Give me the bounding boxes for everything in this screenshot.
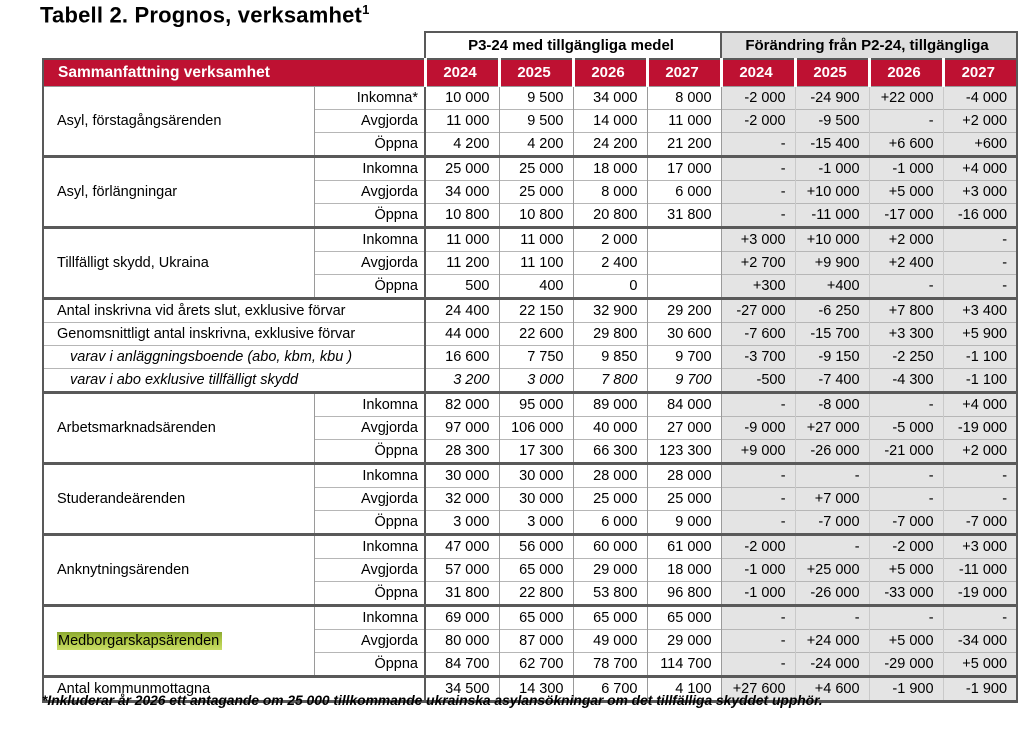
diff-cell: - xyxy=(721,606,795,630)
row-label-text: varav i anläggningsboende (abo, kbm, kbu ) xyxy=(70,349,353,365)
value-cell: 30 000 xyxy=(499,488,573,511)
value-cell: 4 200 xyxy=(425,133,499,157)
diff-cell: - xyxy=(721,204,795,228)
table-head xyxy=(43,32,1017,87)
diff-cell: -7 400 xyxy=(795,369,869,393)
value-cell: 11 000 xyxy=(425,228,499,252)
section-label-text: Tillfälligt skydd, Ukraina xyxy=(57,255,209,271)
diff-cell: - xyxy=(943,252,1017,275)
row-sublabel: Öppna xyxy=(314,653,425,677)
value-cell: 25 000 xyxy=(647,488,721,511)
diff-cell: -34 000 xyxy=(943,630,1017,653)
value-cell: 22 150 xyxy=(499,299,573,323)
group-header-left: P3-24 med tillgängliga medel xyxy=(425,32,721,59)
value-cell: 3 000 xyxy=(499,511,573,535)
value-cell: 4 200 xyxy=(499,133,573,157)
value-cell: 21 200 xyxy=(647,133,721,157)
diff-cell: -7 000 xyxy=(943,511,1017,535)
diff-cell: -7 000 xyxy=(795,511,869,535)
value-cell: 78 700 xyxy=(573,653,647,677)
table-title-text: Tabell 2. Prognos, verksamhet xyxy=(40,2,363,28)
table-row xyxy=(43,346,1017,369)
row-sublabel: Inkomna xyxy=(314,157,425,181)
diff-cell: -2 000 xyxy=(721,87,795,110)
group-header-right: Förändring från P2-24, tillgängliga xyxy=(721,32,1017,59)
table-title xyxy=(40,2,370,28)
diff-cell: +2 000 xyxy=(943,440,1017,464)
diff-cell: - xyxy=(869,464,943,488)
value-cell: 9 700 xyxy=(647,346,721,369)
diff-cell: -3 700 xyxy=(721,346,795,369)
diff-cell: +6 600 xyxy=(869,133,943,157)
diff-cell: -1 000 xyxy=(795,157,869,181)
diff-cell: +3 000 xyxy=(943,181,1017,204)
value-cell: 9 850 xyxy=(573,346,647,369)
diff-cell: -9 150 xyxy=(795,346,869,369)
diff-cell: -19 000 xyxy=(943,417,1017,440)
row-sublabel: Avgjorda xyxy=(314,110,425,133)
diff-cell: +400 xyxy=(795,275,869,299)
value-cell: 25 000 xyxy=(499,181,573,204)
row-sublabel: Avgjorda xyxy=(314,417,425,440)
diff-cell: - xyxy=(721,181,795,204)
value-cell: 34 500 xyxy=(425,677,499,702)
table-row xyxy=(43,606,1017,630)
value-cell: 11 200 xyxy=(425,252,499,275)
value-cell: 84 000 xyxy=(647,393,721,417)
value-cell: 84 700 xyxy=(425,653,499,677)
diff-cell: - xyxy=(795,606,869,630)
value-cell: 89 000 xyxy=(573,393,647,417)
row-sublabel: Avgjorda xyxy=(314,181,425,204)
diff-cell: -7 000 xyxy=(869,511,943,535)
value-cell: 32 000 xyxy=(425,488,499,511)
diff-cell: +27 000 xyxy=(795,417,869,440)
row-label xyxy=(43,346,425,369)
diff-cell: -8 000 xyxy=(795,393,869,417)
diff-cell: +7 000 xyxy=(795,488,869,511)
diff-cell: - xyxy=(869,488,943,511)
row-label-text: Antal kommunmottagna xyxy=(57,681,211,697)
row-sublabel: Inkomna xyxy=(314,393,425,417)
value-cell: 25 000 xyxy=(573,488,647,511)
value-cell: 10 800 xyxy=(425,204,499,228)
table-row xyxy=(43,323,1017,346)
section-label xyxy=(43,606,314,677)
row-label xyxy=(43,299,425,323)
diff-cell: - xyxy=(795,535,869,559)
value-cell: 17 000 xyxy=(647,157,721,181)
value-cell: 69 000 xyxy=(425,606,499,630)
value-cell: 32 900 xyxy=(573,299,647,323)
value-cell: 10 800 xyxy=(499,204,573,228)
table-row xyxy=(43,299,1017,323)
value-cell: 7 750 xyxy=(499,346,573,369)
table-row xyxy=(43,87,1017,110)
section-label-text: Arbetsmarknadsärenden xyxy=(57,420,216,436)
year-header-diff-2025: 2025 xyxy=(795,59,869,87)
value-cell: 18 000 xyxy=(573,157,647,181)
diff-cell: - xyxy=(943,228,1017,252)
year-header-p3-2024: 2024 xyxy=(425,59,499,87)
diff-cell: -1 000 xyxy=(721,582,795,606)
row-sublabel: Inkomna xyxy=(314,464,425,488)
table-row xyxy=(43,393,1017,417)
diff-cell: - xyxy=(721,488,795,511)
row-sublabel: Öppna xyxy=(314,582,425,606)
diff-cell: -5 000 xyxy=(869,417,943,440)
value-cell: 80 000 xyxy=(425,630,499,653)
diff-cell: -4 000 xyxy=(943,87,1017,110)
value-cell: 8 000 xyxy=(573,181,647,204)
diff-cell: - xyxy=(943,275,1017,299)
value-cell: 123 300 xyxy=(647,440,721,464)
value-cell: 30 600 xyxy=(647,323,721,346)
section-label-text: Asyl, förlängningar xyxy=(57,184,178,200)
diff-cell: +5 900 xyxy=(943,323,1017,346)
diff-cell: - xyxy=(721,464,795,488)
value-cell: 31 800 xyxy=(425,582,499,606)
diff-cell: -7 600 xyxy=(721,323,795,346)
diff-cell: -19 000 xyxy=(943,582,1017,606)
row-sublabel: Inkomna xyxy=(314,535,425,559)
row-label-text: Antal inskrivna vid årets slut, exklusive förvar xyxy=(57,303,346,319)
value-cell: 65 000 xyxy=(573,606,647,630)
value-cell: 3 000 xyxy=(499,369,573,393)
row-sublabel: Inkomna xyxy=(314,606,425,630)
diff-cell: -26 000 xyxy=(795,440,869,464)
diff-cell: -1 100 xyxy=(943,346,1017,369)
value-cell: 25 000 xyxy=(499,157,573,181)
row-label-text: varav i abo exklusive tillfälligt skydd xyxy=(70,372,299,388)
row-sublabel: Inkomna xyxy=(314,228,425,252)
diff-cell: +3 000 xyxy=(943,535,1017,559)
section-label-text: Anknytningsärenden xyxy=(57,562,190,578)
value-cell: 25 000 xyxy=(425,157,499,181)
value-cell: 96 800 xyxy=(647,582,721,606)
row-sublabel: Avgjorda xyxy=(314,488,425,511)
row-sublabel: Öppna xyxy=(314,440,425,464)
diff-cell: - xyxy=(721,630,795,653)
diff-cell: -4 300 xyxy=(869,369,943,393)
diff-cell: +2 700 xyxy=(721,252,795,275)
row-sublabel: Inkomna* xyxy=(314,87,425,110)
diff-cell: +5 000 xyxy=(943,653,1017,677)
diff-cell: - xyxy=(943,464,1017,488)
diff-cell: - xyxy=(795,464,869,488)
diff-cell: -24 900 xyxy=(795,87,869,110)
diff-cell: -1 900 xyxy=(869,677,943,702)
year-header-p3-2026: 2026 xyxy=(573,59,647,87)
year-header-p3-2025: 2025 xyxy=(499,59,573,87)
table-row xyxy=(43,228,1017,252)
diff-cell: -1 000 xyxy=(721,559,795,582)
value-cell: 500 xyxy=(425,275,499,299)
diff-cell: -29 000 xyxy=(869,653,943,677)
diff-cell: +3 300 xyxy=(869,323,943,346)
prognos-table xyxy=(42,31,1018,703)
table-title-footnote-marker: 1 xyxy=(362,2,370,17)
value-cell: 14 300 xyxy=(499,677,573,702)
row-label-text: Genomsnittligt antal inskrivna, exklusive förvar xyxy=(57,326,356,342)
section-label-text: Asyl, förstagångsärenden xyxy=(57,113,222,129)
value-cell: 4 100 xyxy=(647,677,721,702)
row-sublabel: Öppna xyxy=(314,133,425,157)
value-cell: 62 700 xyxy=(499,653,573,677)
diff-cell: +600 xyxy=(943,133,1017,157)
table-row xyxy=(43,369,1017,393)
value-cell: 18 000 xyxy=(647,559,721,582)
value-cell: 49 000 xyxy=(573,630,647,653)
diff-cell: +7 800 xyxy=(869,299,943,323)
year-header-p3-2027: 2027 xyxy=(647,59,721,87)
section-label-text: Medborgarskapsärenden xyxy=(57,632,222,650)
section-label xyxy=(43,535,314,606)
diff-cell: +25 000 xyxy=(795,559,869,582)
value-cell: 3 200 xyxy=(425,369,499,393)
diff-cell: -2 000 xyxy=(721,110,795,133)
diff-cell: - xyxy=(869,393,943,417)
diff-cell: -2 000 xyxy=(869,535,943,559)
value-cell: 11 000 xyxy=(425,110,499,133)
value-cell: 66 300 xyxy=(573,440,647,464)
value-cell: 9 000 xyxy=(647,511,721,535)
group-header-spacer xyxy=(43,32,425,59)
value-cell: 27 000 xyxy=(647,417,721,440)
diff-cell: - xyxy=(869,606,943,630)
value-cell: 11 000 xyxy=(647,110,721,133)
summary-header-label: Sammanfattning verksamhet xyxy=(43,59,425,87)
value-cell: 30 000 xyxy=(499,464,573,488)
diff-cell: -9 500 xyxy=(795,110,869,133)
diff-cell: +5 000 xyxy=(869,181,943,204)
value-cell: 8 000 xyxy=(647,87,721,110)
diff-cell: +3 400 xyxy=(943,299,1017,323)
diff-cell: -16 000 xyxy=(943,204,1017,228)
value-cell: 9 500 xyxy=(499,110,573,133)
value-cell: 2 400 xyxy=(573,252,647,275)
row-sublabel: Öppna xyxy=(314,275,425,299)
value-cell xyxy=(647,228,721,252)
diff-cell: +4 600 xyxy=(795,677,869,702)
diff-cell: +10 000 xyxy=(795,181,869,204)
value-cell: 29 800 xyxy=(573,323,647,346)
row-sublabel: Avgjorda xyxy=(314,252,425,275)
diff-cell: - xyxy=(721,133,795,157)
value-cell: 56 000 xyxy=(499,535,573,559)
value-cell: 40 000 xyxy=(573,417,647,440)
value-cell: 82 000 xyxy=(425,393,499,417)
diff-cell: +2 000 xyxy=(943,110,1017,133)
diff-cell: - xyxy=(943,488,1017,511)
diff-cell: -9 000 xyxy=(721,417,795,440)
row-sublabel: Öppna xyxy=(314,511,425,535)
section-label xyxy=(43,393,314,464)
value-cell: 17 300 xyxy=(499,440,573,464)
value-cell: 6 000 xyxy=(647,181,721,204)
diff-cell: +4 000 xyxy=(943,157,1017,181)
value-cell: 11 100 xyxy=(499,252,573,275)
table-footnote: *Inkluderar år 2026 ett antagande om 25 000 tillkommande ukrainska asylansökningar om det tillfälliga skyddet upphör. xyxy=(42,693,823,708)
section-label xyxy=(43,228,314,299)
value-cell: 114 700 xyxy=(647,653,721,677)
year-header-row xyxy=(43,59,1017,87)
value-cell: 20 800 xyxy=(573,204,647,228)
value-cell: 95 000 xyxy=(499,393,573,417)
value-cell: 28 300 xyxy=(425,440,499,464)
diff-cell: -2 250 xyxy=(869,346,943,369)
section-label xyxy=(43,464,314,535)
diff-cell: -27 000 xyxy=(721,299,795,323)
table-body xyxy=(43,87,1017,702)
diff-cell: -24 000 xyxy=(795,653,869,677)
diff-cell: +22 000 xyxy=(869,87,943,110)
table-row xyxy=(43,464,1017,488)
diff-cell: +300 xyxy=(721,275,795,299)
diff-cell: -11 000 xyxy=(795,204,869,228)
row-label xyxy=(43,323,425,346)
value-cell: 34 000 xyxy=(573,87,647,110)
value-cell: 30 000 xyxy=(425,464,499,488)
diff-cell: -1 900 xyxy=(943,677,1017,702)
value-cell: 57 000 xyxy=(425,559,499,582)
diff-cell: +2 000 xyxy=(869,228,943,252)
table-row xyxy=(43,157,1017,181)
value-cell: 2 000 xyxy=(573,228,647,252)
diff-cell: - xyxy=(721,511,795,535)
value-cell: 400 xyxy=(499,275,573,299)
diff-cell: +4 000 xyxy=(943,393,1017,417)
diff-cell: - xyxy=(869,110,943,133)
value-cell: 7 800 xyxy=(573,369,647,393)
row-sublabel: Avgjorda xyxy=(314,630,425,653)
value-cell: 53 800 xyxy=(573,582,647,606)
value-cell: 24 400 xyxy=(425,299,499,323)
diff-cell: -2 000 xyxy=(721,535,795,559)
year-header-diff-2024: 2024 xyxy=(721,59,795,87)
diff-cell: - xyxy=(943,606,1017,630)
diff-cell: +5 000 xyxy=(869,559,943,582)
value-cell: 31 800 xyxy=(647,204,721,228)
value-cell xyxy=(647,275,721,299)
diff-cell: +3 000 xyxy=(721,228,795,252)
value-cell: 65 000 xyxy=(647,606,721,630)
value-cell: 9 700 xyxy=(647,369,721,393)
diff-cell: -6 250 xyxy=(795,299,869,323)
value-cell: 11 000 xyxy=(499,228,573,252)
value-cell xyxy=(647,252,721,275)
value-cell: 28 000 xyxy=(573,464,647,488)
value-cell: 24 200 xyxy=(573,133,647,157)
value-cell: 61 000 xyxy=(647,535,721,559)
diff-cell: -1 000 xyxy=(869,157,943,181)
diff-cell: -21 000 xyxy=(869,440,943,464)
diff-cell: -26 000 xyxy=(795,582,869,606)
value-cell: 0 xyxy=(573,275,647,299)
value-cell: 65 000 xyxy=(499,559,573,582)
value-cell: 29 200 xyxy=(647,299,721,323)
value-cell: 6 700 xyxy=(573,677,647,702)
table-row xyxy=(43,535,1017,559)
value-cell: 60 000 xyxy=(573,535,647,559)
diff-cell: -1 100 xyxy=(943,369,1017,393)
value-cell: 47 000 xyxy=(425,535,499,559)
value-cell: 9 500 xyxy=(499,87,573,110)
value-cell: 22 600 xyxy=(499,323,573,346)
diff-cell: -15 700 xyxy=(795,323,869,346)
value-cell: 22 800 xyxy=(499,582,573,606)
value-cell: 29 000 xyxy=(573,559,647,582)
year-header-diff-2026: 2026 xyxy=(869,59,943,87)
diff-cell: -33 000 xyxy=(869,582,943,606)
section-label xyxy=(43,87,314,157)
diff-cell: +24 000 xyxy=(795,630,869,653)
diff-cell: - xyxy=(721,393,795,417)
value-cell: 87 000 xyxy=(499,630,573,653)
diff-cell: +9 000 xyxy=(721,440,795,464)
diff-cell: +2 400 xyxy=(869,252,943,275)
section-label-text: Studerandeärenden xyxy=(57,491,186,507)
row-sublabel: Avgjorda xyxy=(314,559,425,582)
value-cell: 28 000 xyxy=(647,464,721,488)
diff-cell: +9 900 xyxy=(795,252,869,275)
diff-cell: -17 000 xyxy=(869,204,943,228)
value-cell: 34 000 xyxy=(425,181,499,204)
row-label xyxy=(43,369,425,393)
group-header-row xyxy=(43,32,1017,59)
value-cell: 97 000 xyxy=(425,417,499,440)
value-cell: 16 600 xyxy=(425,346,499,369)
diff-cell: +5 000 xyxy=(869,630,943,653)
diff-cell: +10 000 xyxy=(795,228,869,252)
value-cell: 29 000 xyxy=(647,630,721,653)
value-cell: 44 000 xyxy=(425,323,499,346)
section-label xyxy=(43,157,314,228)
diff-cell: - xyxy=(721,157,795,181)
value-cell: 14 000 xyxy=(573,110,647,133)
value-cell: 3 000 xyxy=(425,511,499,535)
diff-cell: +27 600 xyxy=(721,677,795,702)
diff-cell: - xyxy=(721,653,795,677)
diff-cell: - xyxy=(869,275,943,299)
diff-cell: -500 xyxy=(721,369,795,393)
diff-cell: -11 000 xyxy=(943,559,1017,582)
year-header-diff-2027: 2027 xyxy=(943,59,1017,87)
value-cell: 10 000 xyxy=(425,87,499,110)
value-cell: 6 000 xyxy=(573,511,647,535)
value-cell: 106 000 xyxy=(499,417,573,440)
value-cell: 65 000 xyxy=(499,606,573,630)
diff-cell: -15 400 xyxy=(795,133,869,157)
row-sublabel: Öppna xyxy=(314,204,425,228)
